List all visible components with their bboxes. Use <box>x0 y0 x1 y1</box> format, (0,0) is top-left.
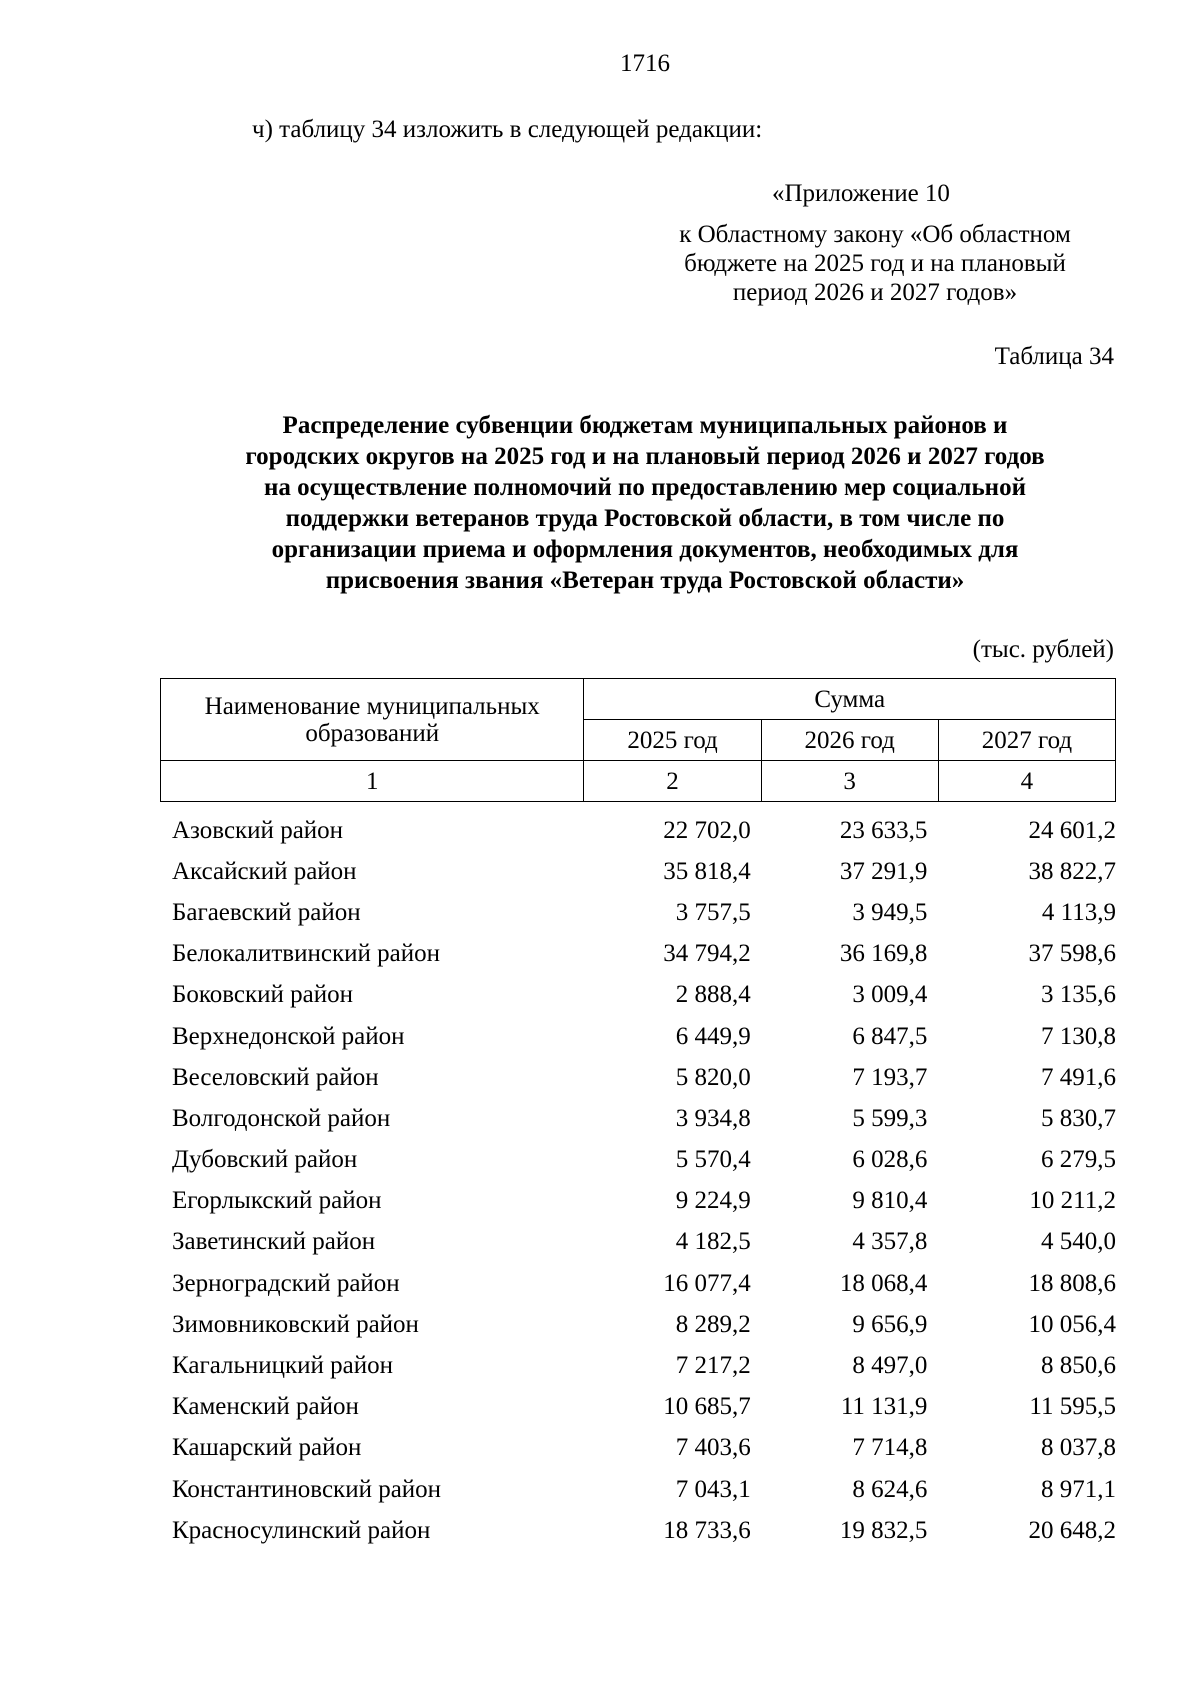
district-name: Багаевский район <box>172 898 361 926</box>
amount-2025: 22 702,0 <box>663 816 751 844</box>
amount-2027: 11 595,5 <box>1029 1393 1116 1421</box>
amount-2025: 3 757,5 <box>675 898 751 926</box>
amount-2025: 18 733,6 <box>663 1516 751 1544</box>
table-row <box>160 934 1116 975</box>
table-row <box>160 1304 1116 1345</box>
units-label: (тыс. рублей) <box>972 636 1114 663</box>
district-name: Боковский район <box>172 981 353 1009</box>
table-row <box>160 1057 1116 1098</box>
amount-2027: 24 601,2 <box>1028 816 1116 844</box>
amount-2025: 10 685,7 <box>663 1393 751 1421</box>
amount-2025: 7 403,6 <box>675 1434 751 1462</box>
amount-2027: 8 850,6 <box>1041 1352 1116 1380</box>
header-year-cell: 2026 год <box>761 720 938 761</box>
title-line: присвоения звания «Ветеран труда Ростовской области» <box>325 567 965 594</box>
district-name: Кагальницкий район <box>172 1352 394 1380</box>
amount-2026: 5 599,3 <box>852 1104 928 1132</box>
table-row <box>160 1387 1116 1428</box>
amount-2025: 7 043,1 <box>675 1475 751 1503</box>
intro-text: ч) таблицу 34 изложить в следующей редакции: <box>252 116 763 143</box>
header-year-cell: 2025 год <box>584 720 761 761</box>
amount-2027: 38 822,7 <box>1028 857 1116 885</box>
table-row <box>160 1510 1116 1551</box>
amount-2025: 35 818,4 <box>663 857 751 885</box>
amount-2025: 9 224,9 <box>675 1187 751 1215</box>
district-name: Константиновский район <box>172 1475 442 1503</box>
table-row <box>160 851 1116 892</box>
amount-2027: 10 211,2 <box>1029 1187 1116 1215</box>
table-row <box>160 1098 1116 1139</box>
district-name: Кашарский район <box>172 1434 362 1462</box>
district-name: Веселовский район <box>172 1063 379 1091</box>
amount-2026: 3 009,4 <box>852 981 928 1009</box>
table-row <box>160 1016 1116 1057</box>
column-number-cell: 4 <box>938 761 1115 802</box>
appendix-line: период 2026 и 2027 годов» <box>732 279 1018 306</box>
amount-2025: 34 794,2 <box>663 940 751 968</box>
district-name: Волгодонской район <box>172 1104 391 1132</box>
district-name: Белокалитвинский район <box>172 940 440 968</box>
amount-2027: 8 971,1 <box>1041 1475 1116 1503</box>
amount-2025: 8 289,2 <box>675 1310 751 1338</box>
title-line: поддержки ветеранов труда Ростовской области, в том числе по <box>285 505 1005 532</box>
amount-2026: 9 810,4 <box>852 1187 928 1215</box>
amount-2025: 6 449,9 <box>675 1022 751 1050</box>
amount-2026: 19 832,5 <box>839 1516 928 1544</box>
amount-2025: 2 888,4 <box>675 981 751 1009</box>
amount-2025: 5 820,0 <box>675 1063 751 1091</box>
amount-2027: 5 830,7 <box>1041 1104 1116 1132</box>
amount-2027: 8 037,8 <box>1041 1434 1116 1462</box>
amount-2026: 9 656,9 <box>852 1310 928 1338</box>
district-name: Аксайский район <box>172 857 357 885</box>
title-line: организации приема и оформления документов, необходимых для <box>271 536 1019 563</box>
header-name-cell <box>161 679 584 761</box>
amount-2026: 8 624,6 <box>852 1475 928 1503</box>
amount-2025: 4 182,5 <box>675 1228 751 1256</box>
amount-2025: 3 934,8 <box>675 1104 751 1132</box>
district-name: Азовский район <box>172 816 344 844</box>
amount-2027: 37 598,6 <box>1028 940 1116 968</box>
district-name: Зимовниковский район <box>172 1310 419 1338</box>
district-name: Зерноградский район <box>172 1269 400 1297</box>
amount-2027: 10 056,4 <box>1028 1310 1116 1338</box>
amount-2027: 3 135,6 <box>1041 981 1116 1009</box>
title-line: на осуществление полномочий по предоставлению мер социальной <box>264 474 1026 501</box>
amount-2025: 16 077,4 <box>663 1269 751 1297</box>
amount-2025: 7 217,2 <box>675 1352 751 1380</box>
appendix-title: «Приложение 10 <box>772 180 950 207</box>
appendix-reference <box>640 220 1110 307</box>
header-name-line: образований <box>305 719 440 747</box>
amount-2026: 36 169,8 <box>839 940 928 968</box>
table-row <box>160 1428 1116 1469</box>
header-name-line: Наименование муниципальных <box>204 692 540 720</box>
table-row <box>160 975 1116 1016</box>
title-line: Распределение субвенции бюджетам муниципальных районов и <box>282 412 1008 439</box>
table-label: Таблица 34 <box>994 343 1114 370</box>
amount-2027: 4 113,9 <box>1041 898 1116 926</box>
table-row <box>160 1140 1116 1181</box>
amount-2026: 18 068,4 <box>839 1269 928 1297</box>
amount-2027: 20 648,2 <box>1028 1516 1116 1544</box>
district-name: Егорлыкский район <box>172 1187 382 1215</box>
page-number: 1716 <box>620 50 670 77</box>
header-year-cell: 2027 год <box>938 720 1115 761</box>
amount-2026: 6 847,5 <box>852 1022 928 1050</box>
amount-2026: 3 949,5 <box>852 898 928 926</box>
table-row <box>160 1469 1116 1510</box>
amount-2026: 7 714,8 <box>852 1434 928 1462</box>
table-row <box>160 1181 1116 1222</box>
table-body <box>160 810 1116 1551</box>
amount-2026: 6 028,6 <box>852 1146 928 1174</box>
table-row <box>160 1263 1116 1304</box>
appendix-line: бюджете на 2025 год и на плановый <box>684 250 1066 277</box>
column-number-cell: 3 <box>761 761 938 802</box>
amount-2026: 8 497,0 <box>852 1352 928 1380</box>
document-title <box>150 410 1140 596</box>
amount-2027: 18 808,6 <box>1028 1269 1116 1297</box>
table-row <box>160 1345 1116 1386</box>
amount-2026: 7 193,7 <box>852 1063 928 1091</box>
amount-2026: 23 633,5 <box>839 816 928 844</box>
district-name: Заветинский район <box>172 1228 376 1256</box>
amount-2026: 4 357,8 <box>852 1228 928 1256</box>
district-name: Красносулинский район <box>172 1516 431 1544</box>
column-number-cell: 2 <box>584 761 761 802</box>
district-name: Верхнедонской район <box>172 1022 405 1050</box>
table-row <box>160 1222 1116 1263</box>
amount-2026: 11 131,9 <box>840 1393 928 1421</box>
amount-2026: 37 291,9 <box>839 857 928 885</box>
amount-2027: 6 279,5 <box>1041 1146 1116 1174</box>
title-line: городских округов на 2025 год и на плановый период 2026 и 2027 годов <box>245 443 1045 470</box>
amount-2025: 5 570,4 <box>675 1146 751 1174</box>
district-name: Дубовский район <box>172 1146 358 1174</box>
district-name: Каменский район <box>172 1393 359 1421</box>
table-row <box>160 810 1116 851</box>
column-number-cell: 1 <box>161 761 584 802</box>
amount-2027: 7 130,8 <box>1041 1022 1116 1050</box>
table-header <box>160 678 1116 802</box>
table-row <box>160 892 1116 933</box>
amount-2027: 4 540,0 <box>1041 1228 1116 1256</box>
header-sum-cell: Сумма <box>584 679 1116 720</box>
appendix-line: к Областному закону «Об областном <box>679 221 1071 248</box>
amount-2027: 7 491,6 <box>1041 1063 1116 1091</box>
